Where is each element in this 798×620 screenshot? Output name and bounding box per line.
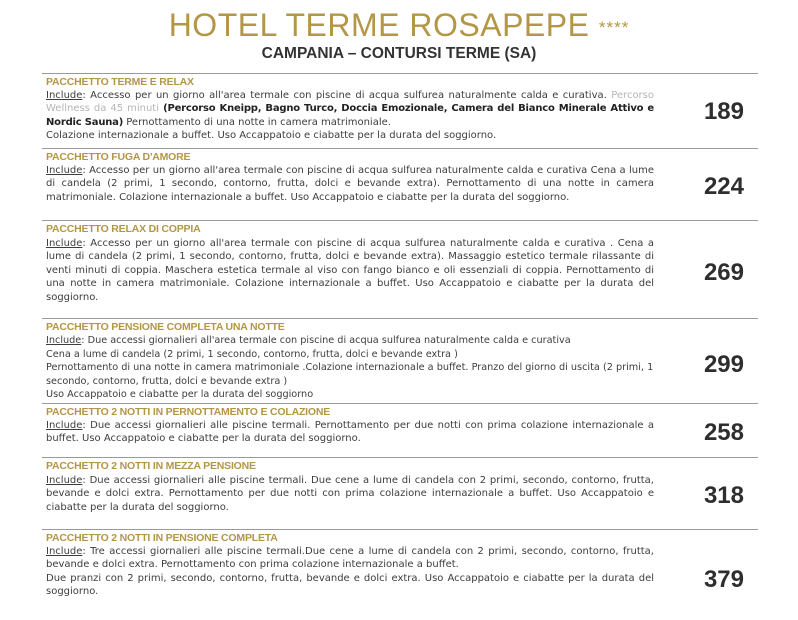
package-name: PACCHETTO TERME E RELAX — [46, 76, 194, 88]
package-2-notti-mezza-pensione — [42, 457, 758, 530]
hotel-location: CAMPANIA – CONTURSI TERME (SA) — [261, 45, 537, 62]
package-description: Include: Tre accessi giornalieri alle piscine termali.Due cene a lume di candela con 2 primi, secondo, contorno, frutta, bevande e dolci extra. Pernottamento con prima colazione internazionale a buffet. Due pranzi con 2 primi, secondo, contorno, frutta, bevande e dolci extra. Uso Accappatoio e ciabatte per la durata del soggiorno. — [46, 546, 654, 598]
package-description: Include: Due accessi giornalieri alle piscine termali. Due cene a lume di candela con 2 primi, secondo, contorno, frutta, bevande e dolci extra. Pernottamento per due notti con prima colazione internazionale a buffet. Uso Accappatoio e ciabatte per la durata del soggiorno. — [46, 475, 654, 513]
package-description: Include: Accesso per un giorno all'area termale con piscine di acqua sulfurea naturalmente calda e curativa Cena a lume di candela (2 primi, 1 secondo, contorno, frutta, dolci e bevande extra). Pernottamento di una notte in camera matrimoniale. Colazione internazionale a buffet. Uso Accappatoio e ciabatte per la durata del soggiorno. — [46, 165, 654, 203]
package-name: PACCHETTO 2 NOTTI IN PERNOTTAMENTO E COLAZIONE — [46, 406, 331, 418]
package-fuga-amore — [42, 148, 758, 221]
package-price: 269 — [703, 259, 744, 286]
include-label: Include — [46, 238, 83, 249]
include-label: Include — [46, 165, 83, 176]
wellness-details: (Percorso Kneipp, Bagno Turco, Doccia Emozionale, Camera del Bianco Minerale Attivo e Nordic Sauna) — [46, 103, 654, 128]
package-2-notti-pensione-completa — [42, 529, 758, 620]
package-description: Include: Due accessi giornalieri alle piscine termali. Pernottamento per due notti con prima colazione internazionale a buffet. Uso Accappatoio e ciabatte per la durata del soggiorno. — [46, 420, 654, 445]
package-price: 318 — [703, 482, 744, 509]
wellness-note: Percorso Wellness da 45 minuti — [46, 90, 654, 115]
include-label: Include — [46, 546, 83, 557]
package-price: 258 — [703, 419, 744, 446]
package-relax-coppia — [42, 220, 758, 319]
hotel-title — [0, 6, 798, 44]
hotel-name: HOTEL TERME ROSAPEPE — [168, 7, 590, 43]
package-description: Include: Accesso per un giorno all'area termale con piscine di acqua sulfurea naturalmente calda e curativa. Percorso Wellness da 45 minuti (Percorso Kneipp, Bagno Turco, Doccia Emozionale, Camera del Bianco Minerale Attivo e Nordic Sauna) Pernottamento di una notte in camera matrimoniale. Colazione internazionale a buffet. Uso Accappatoio e ciabatte per la durata del soggiorno. — [46, 90, 654, 142]
package-price: 189 — [703, 98, 744, 125]
package-description: Include: Due accessi giornalieri all'area termale con piscine di acqua sulfurea naturalmente calda e curativa Cena a lume di candela (2 primi, 1 secondo, contorno, frutta, dolci e bevande extra ) Pernottamento di una notte in camera matrimoniale .Colazione internazionale a buffet. Pranzo del giorno di uscita (2 primi, 1 secondo, contorno, frutta, dolci e bevande extra ) Uso Accappatoio e ciabatte per la durata del soggiorno — [46, 335, 654, 401]
package-price: 224 — [703, 173, 744, 200]
include-label: Include — [46, 475, 83, 486]
package-2-notti-pernottamento-colazione — [42, 403, 758, 458]
package-price: 379 — [703, 566, 744, 593]
package-price: 299 — [703, 351, 744, 378]
package-name: PACCHETTO RELAX DI COPPIA — [46, 223, 201, 235]
package-terme-relax — [42, 73, 758, 149]
include-label: Include — [46, 335, 82, 346]
package-description: Include: Accesso per un giorno all'area termale con piscine di acqua sulfurea naturalmente calda e curativa . Cena a lume di candela (2 primi, 1 secondo, contorno, frutta, dolci e bevande extra). Massaggio estetico termale rilassante di venti minuti di coppia. Maschera estetica termale al viso con fango bianco e oli essenziali di coppia. Pernottamento di una notte in camera matrimoniale. Colazione internazionale a buffet. Uso Accappatoio e ciabatte per la durata del soggiorno. — [46, 238, 654, 303]
package-name: PACCHETTO 2 NOTTI IN PENSIONE COMPLETA — [46, 532, 278, 544]
package-pensione-completa-una-notte — [42, 318, 758, 404]
package-name: PACCHETTO 2 NOTTI IN MEZZA PENSIONE — [46, 460, 256, 472]
package-name: PACCHETTO PENSIONE COMPLETA UNA NOTTE — [46, 321, 285, 333]
package-name: PACCHETTO FUGA D'AMORE — [46, 151, 191, 163]
hotel-stars: **** — [598, 18, 630, 37]
include-label: Include — [46, 420, 83, 431]
include-label: Include — [46, 90, 83, 101]
